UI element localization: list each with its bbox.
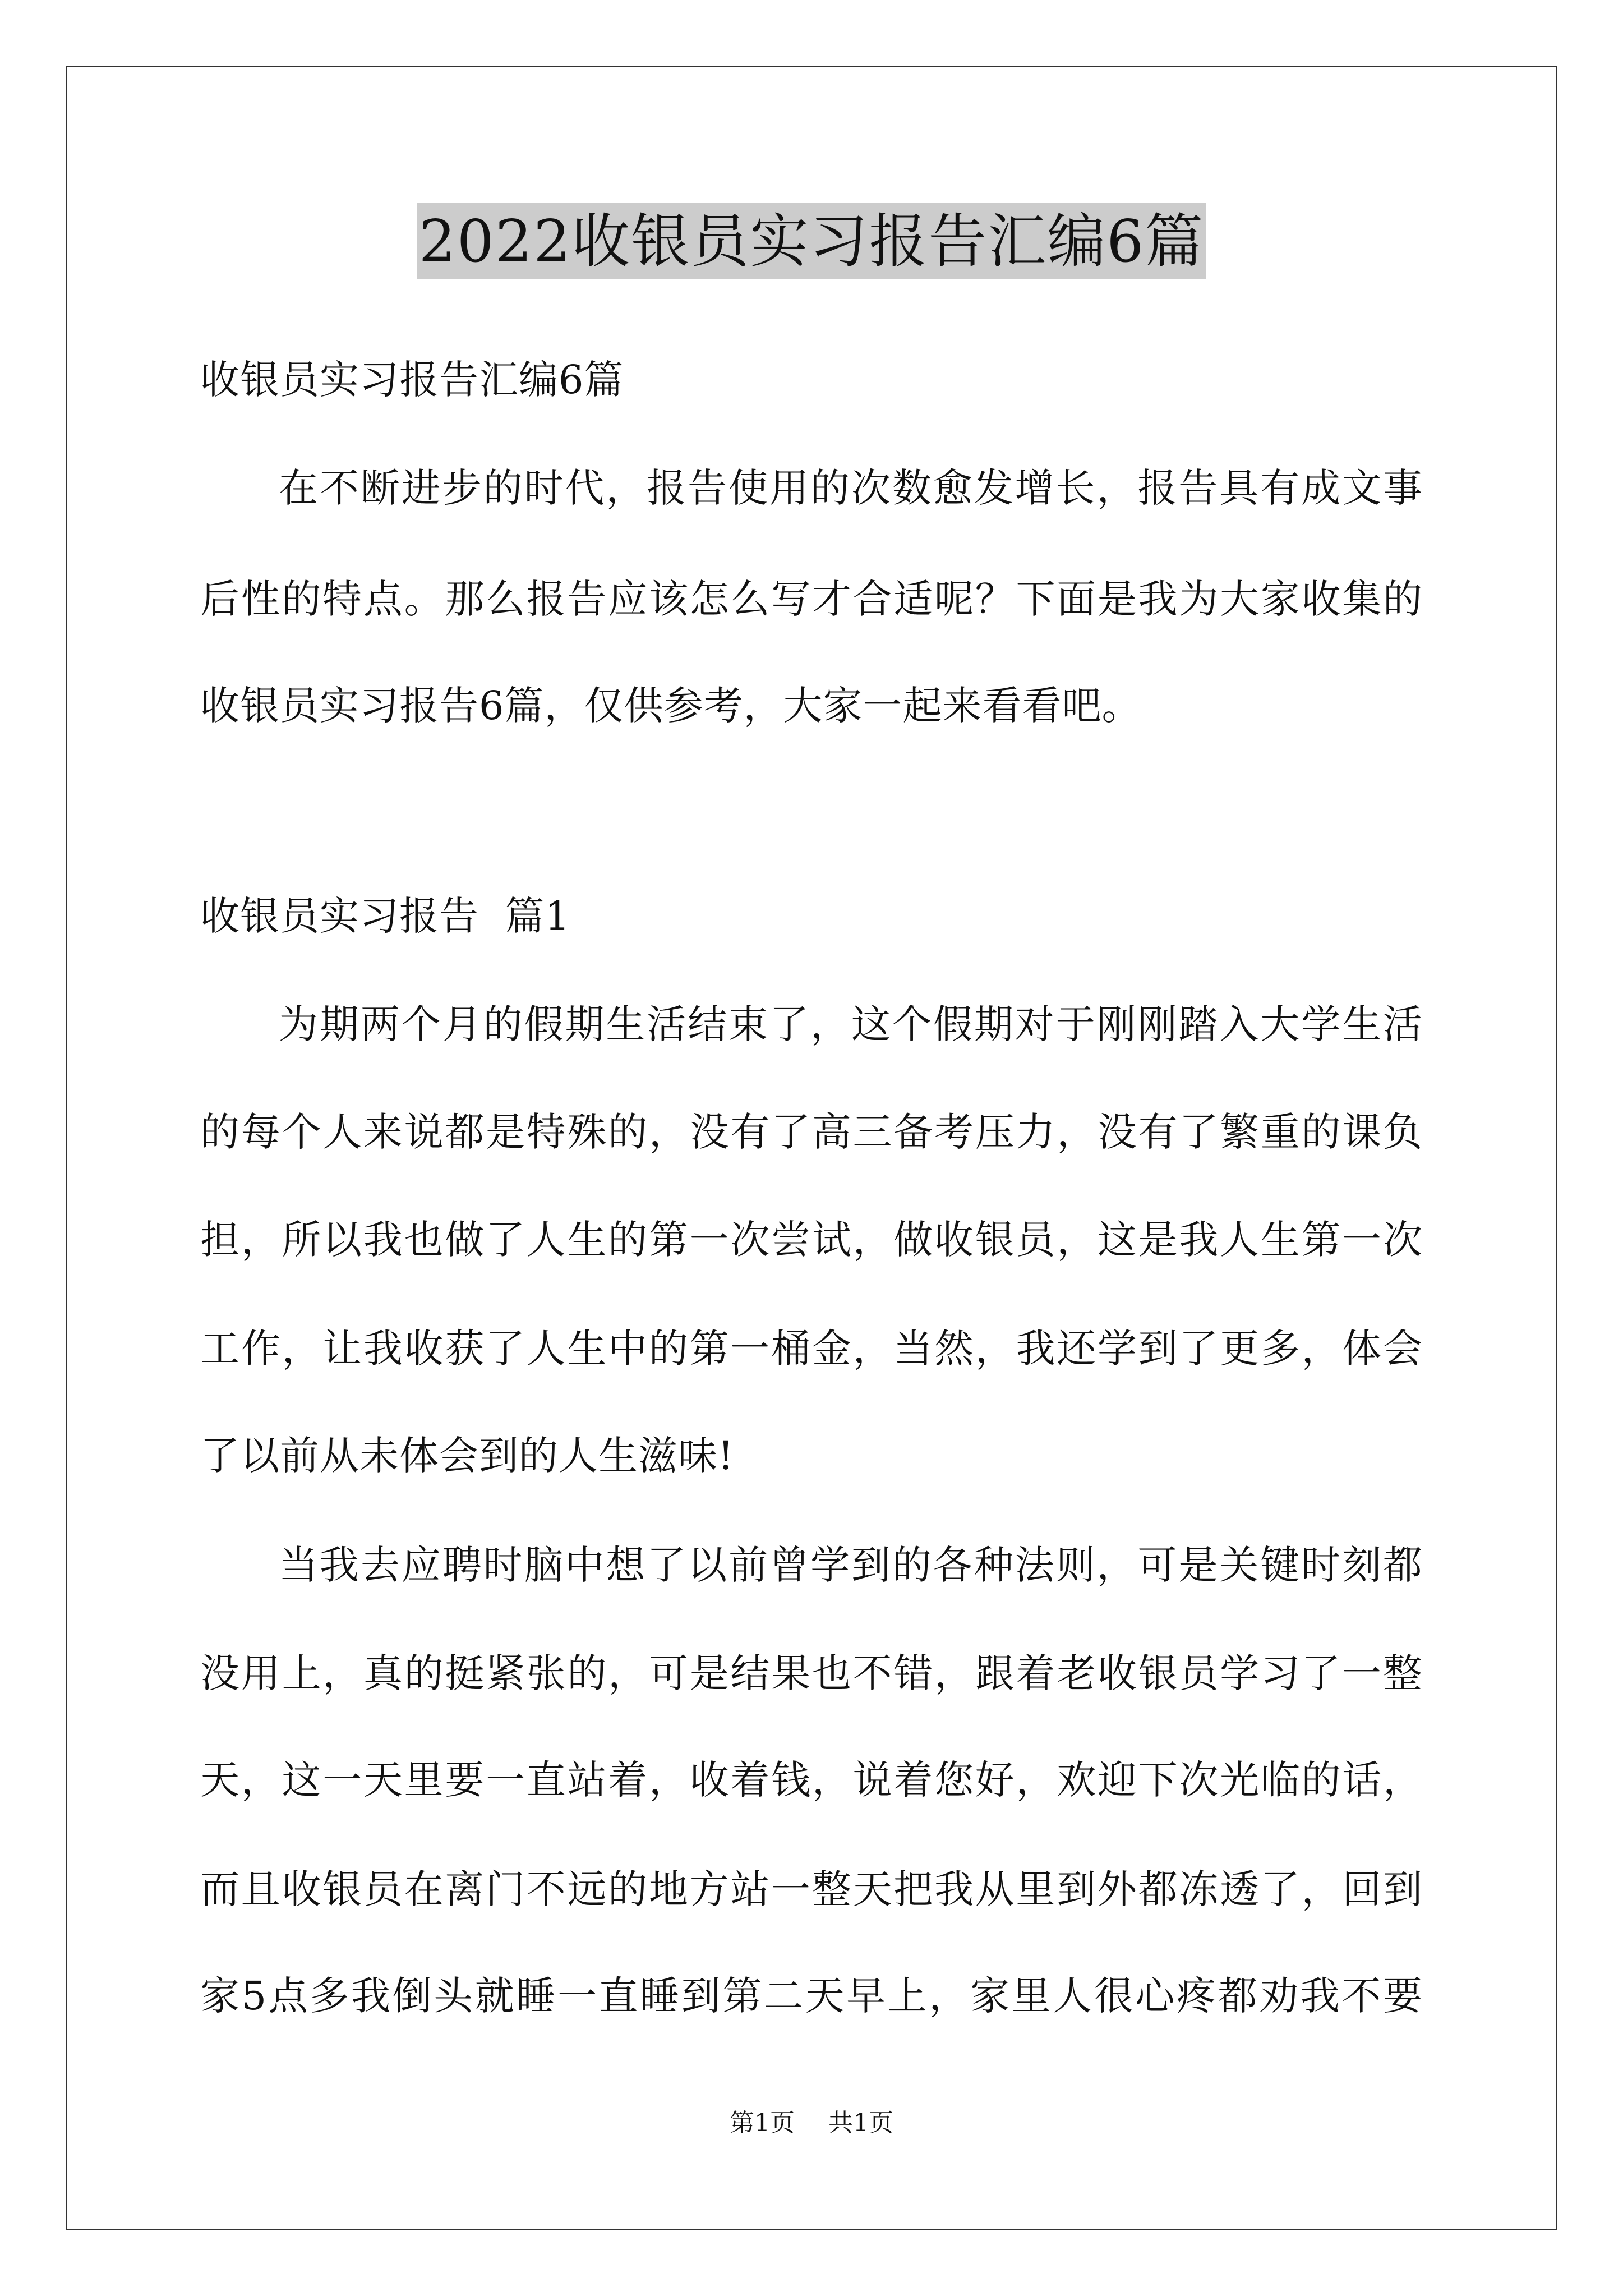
document-title: 2022收银员实习报告汇编6篇 — [417, 203, 1207, 279]
paragraph-line: 家5点多我倒头就睡一直睡到第二天早上，家里人很心疼都劝我不要 — [200, 1973, 1423, 2019]
paragraph-line: 担，所以我也做了人生的第一次尝试，做收银员，这是我人生第一次 — [200, 1217, 1423, 1263]
intro-line: 收银员实习报告6篇，仅供参考，大家一起来看看吧。 — [200, 683, 1142, 729]
document-subtitle: 收银员实习报告汇编6篇 — [200, 357, 624, 403]
paragraph-line: 天，这一天里要一直站着，收着钱，说着您好，欢迎下次光临的话， — [200, 1757, 1423, 1803]
paragraph-line: 为期两个月的假期生活结束了，这个假期对于刚刚踏入大学生活 — [279, 1001, 1423, 1047]
paragraph-line: 没用上，真的挺紧张的，可是结果也不错，跟着老收银员学习了一整 — [200, 1650, 1423, 1696]
page-number-label: 第1页 — [730, 2109, 795, 2137]
paragraph-line: 了以前从未体会到的人生滋味! — [200, 1433, 735, 1479]
paragraph-line: 当我去应聘时脑中想了以前曾学到的各种法则，可是关键时刻都 — [279, 1542, 1423, 1588]
intro-line: 在不断进步的时代，报告使用的次数愈发增长，报告具有成文事 — [279, 465, 1423, 511]
paragraph-line: 的每个人来说都是特殊的，没有了高三备考压力，没有了繁重的课负 — [200, 1109, 1423, 1155]
page-total-label: 共1页 — [828, 2109, 893, 2137]
paragraph-line: 而且收银员在离门不远的地方站一整天把我从里到外都冻透了，回到 — [200, 1866, 1423, 1912]
intro-line: 后性的特点。那么报告应该怎么写才合适呢？下面是我为大家收集的 — [200, 576, 1423, 622]
section-heading: 收银员实习报告 篇1 — [200, 893, 571, 939]
title-container — [0, 203, 1623, 279]
page-footer — [0, 2106, 1623, 2140]
paragraph-line: 工作，让我收获了人生中的第一桶金，当然，我还学到了更多，体会 — [200, 1326, 1423, 1372]
